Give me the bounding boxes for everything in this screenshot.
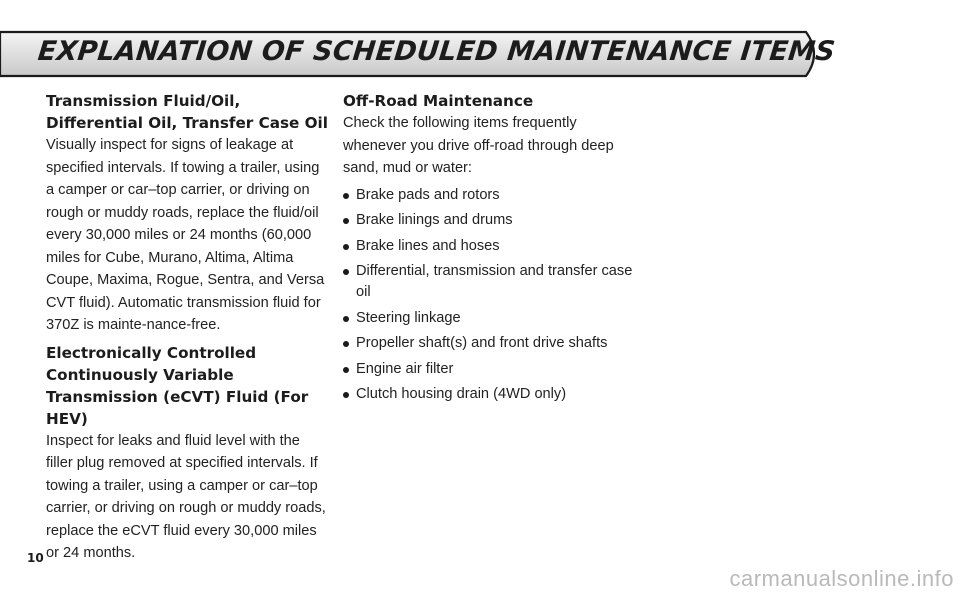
list-item xyxy=(343,210,643,231)
transmission-body: Visually inspect for signs of leakage at specified intervals. If towing a trailer, using a camper or car–top carrier, or driving on rough or muddy roads, replace the fluid/oil every 30,000 miles or 24 months (60,000 miles for Cube, Murano, Altima, Altima Coupe, Maxima, Rogue, Sentra, and Versa CVT fluid). Automatic transmission fluid for 370Z is mainte-nance-free. xyxy=(46,137,325,333)
list-item xyxy=(343,359,643,380)
list-item-text: Brake lines and hoses xyxy=(356,237,500,254)
watermark: carmanualsonline.info xyxy=(729,566,954,591)
left-column xyxy=(46,90,328,570)
list-item-text: Clutch housing drain (4WD only) xyxy=(356,386,567,402)
list-item xyxy=(343,308,643,329)
list-item-text: Propeller shaft(s) and front drive shafts xyxy=(356,335,608,351)
bullet-icon xyxy=(343,392,349,398)
bullet-icon xyxy=(343,316,349,322)
ecvt-heading: Electronically Controlled Continuously Variable Transmission (eCVT) Fluid (For HEV) xyxy=(46,343,309,428)
page-number: 10 xyxy=(27,551,44,565)
list-item xyxy=(343,236,643,257)
right-column xyxy=(343,90,643,410)
list-item-text: Brake pads and rotors xyxy=(356,186,500,203)
bullet-icon xyxy=(343,218,349,224)
list-item xyxy=(343,333,643,354)
transmission-heading: Transmission Fluid/Oil, Differential Oil, Transfer Case Oil xyxy=(46,92,328,132)
offroad-heading: Off-Road Maintenance xyxy=(343,92,534,110)
bullet-icon xyxy=(343,367,349,373)
list-item xyxy=(343,384,643,405)
list-item xyxy=(343,185,643,206)
offroad-checklist xyxy=(343,185,643,406)
list-item-text: Brake linings and drums xyxy=(356,212,513,228)
bullet-icon xyxy=(343,341,349,347)
ecvt-section xyxy=(46,342,328,565)
list-item xyxy=(343,261,643,303)
bullet-icon xyxy=(343,269,349,275)
list-item-text: Engine air filter xyxy=(356,360,454,377)
list-item-text: Steering linkage xyxy=(356,309,461,326)
list-item-text: Differential, transmission and transfer case oil xyxy=(356,263,633,300)
bullet-icon xyxy=(343,244,349,250)
transmission-section xyxy=(46,90,328,337)
bullet-icon xyxy=(343,193,349,199)
page-title: EXPLANATION OF SCHEDULED MAINTENANCE ITEMS xyxy=(36,36,837,67)
ecvt-body: Inspect for leaks and fluid level with the filler plug removed at specified intervals. If towing a trailer, using a camper or car–top carrier, or driving on rough or muddy roads, replace the eCVT fluid every 30,000 miles or 24 months. xyxy=(46,432,326,561)
offroad-intro: Check the following items frequently whenever you drive off-road through deep sand, mud or water: xyxy=(343,115,614,176)
section-banner xyxy=(0,30,837,78)
